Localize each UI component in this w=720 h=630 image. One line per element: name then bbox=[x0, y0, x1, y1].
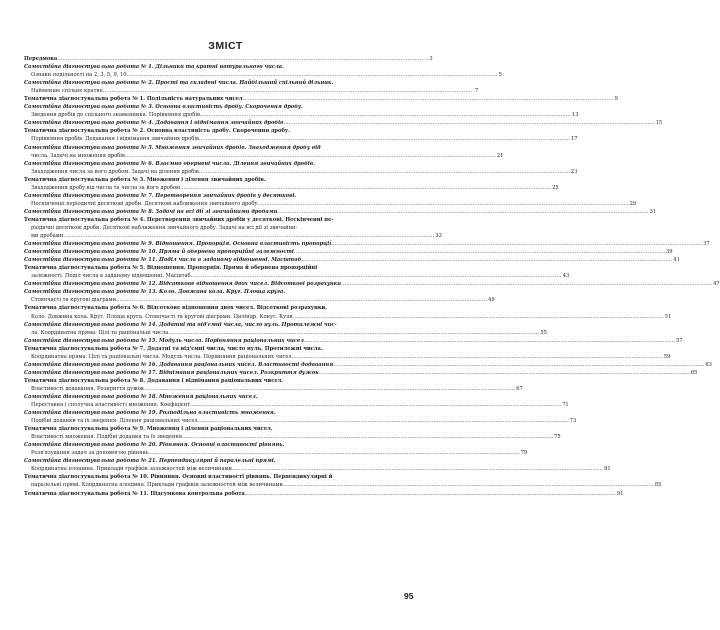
toc-entry bbox=[24, 481, 662, 489]
toc-entry bbox=[24, 71, 502, 79]
toc-entry-title: ла. Координатна пряма. Цілі та раціональні числа bbox=[31, 329, 169, 336]
toc-entry bbox=[24, 240, 710, 248]
toc-entry bbox=[24, 248, 673, 256]
toc-entry-title: Самостійна діагностувальна робота № 7. Перетворення звичайних дробів у десяткові. bbox=[24, 192, 297, 199]
toc-leader-dots bbox=[168, 329, 539, 337]
toc-entry-page: 75 bbox=[554, 434, 561, 441]
toc-entry-title: Найменше спільне кратне bbox=[31, 88, 103, 95]
toc-entry bbox=[24, 288, 418, 296]
toc-entry-title: Самостійна діагностувальна робота № 6. Взаємно обернені числа. Ділення звичайних дробів. bbox=[24, 160, 315, 167]
toc-entry-page: 3 bbox=[429, 56, 433, 62]
toc-entry bbox=[24, 280, 720, 288]
toc-entry-page: 85 bbox=[654, 482, 662, 489]
toc-leader-dots bbox=[245, 490, 616, 498]
toc-entry-title: Самостійна діагностувальна робота № 16. Додавання раціональних чисел. Властивості додавання bbox=[24, 361, 334, 368]
toc-entry bbox=[24, 393, 418, 401]
toc-entry-title: Самостійна діагностувальна робота № 19. Розподільна властивість множення. bbox=[24, 410, 276, 417]
toc-entry-title: Самостійна діагностувальна робота № 5. Множення звичайних дробів. Знаходження дробу від bbox=[24, 144, 321, 151]
toc-entry-page: 13 bbox=[572, 112, 579, 119]
toc-entry-title: ми дробами bbox=[31, 233, 64, 240]
toc-leader-dots bbox=[283, 481, 654, 489]
toc-entry-title: Самостійна діагностувальна робота № 21. Перпендикулярні й паралельні прямі. bbox=[24, 458, 276, 465]
toc-entry-page: 47 bbox=[713, 281, 720, 288]
toc-entry bbox=[24, 329, 547, 337]
toc-entry-title: Самостійна діагностувальна робота № 18. Множення раціональних чисел. bbox=[24, 393, 258, 400]
toc-entry-title: Подібні доданки та їх зведення. Ділення раціональних чисел bbox=[31, 418, 198, 425]
toc-entry-title: Властивості додавання. Розкриття дужок bbox=[31, 385, 145, 392]
toc-entry-page: 21 bbox=[496, 152, 504, 159]
toc-entry bbox=[24, 449, 528, 457]
toc-entry-title: Тематична діагностувальна робота № 9. Множення і ділення раціональних чисел. bbox=[24, 426, 273, 433]
toc-entry-title: Знаходження числа за його дробом. Задачі на ділення дробів bbox=[31, 168, 199, 175]
toc-entry bbox=[24, 417, 577, 425]
toc-entry-title: Самостійна діагностувальна робота № 20. Рівняння. Основні властивості рівнянь. bbox=[24, 442, 285, 449]
toc-entry-page: 9 bbox=[614, 96, 618, 103]
toc-entry bbox=[24, 127, 418, 135]
toc-leader-dots bbox=[301, 256, 672, 264]
toc-entry bbox=[24, 55, 433, 63]
toc-entry bbox=[24, 304, 418, 312]
toc-entry bbox=[24, 377, 418, 385]
toc-entry-title: Коло. Довжина кола. Круг. Площа круга. Стовпчасті та кругові діаграми. Циліндр. Конус. Куля bbox=[31, 313, 293, 320]
toc-entry bbox=[24, 369, 698, 377]
toc-leader-dots bbox=[331, 240, 702, 248]
toc-entry-page: 67 bbox=[516, 385, 523, 392]
toc-entry bbox=[24, 87, 479, 95]
toc-leader-dots bbox=[125, 152, 496, 160]
toc-leader-dots bbox=[103, 87, 474, 95]
toc-entry bbox=[24, 409, 418, 417]
toc-entry-page: 65 bbox=[690, 369, 698, 376]
toc-entry bbox=[24, 401, 569, 409]
toc-entry bbox=[24, 224, 418, 232]
toc-leader-dots bbox=[190, 401, 561, 409]
toc-entry-page: 17 bbox=[570, 136, 578, 143]
toc-entry bbox=[24, 272, 570, 280]
toc-entry-title: Тематична діагностувальна робота № 4. Перетворення звичайних дробів у десяткові. Нескінченні пе- bbox=[24, 216, 334, 223]
toc-entry bbox=[24, 296, 495, 304]
toc-entry bbox=[24, 353, 671, 361]
toc-leader-dots bbox=[63, 232, 434, 240]
toc-entry-page: 57 bbox=[676, 337, 683, 344]
toc-leader-dots bbox=[57, 55, 428, 63]
toc-entry-title: Самостійна діагностувальна робота № 15. Модуль числа. Порівняння раціональних чисел bbox=[24, 337, 304, 344]
toc-entry-title: Тематична діагностувальна робота № 7. Додатні та від'ємні числа, число нуль. Протилежні числа. bbox=[24, 345, 323, 352]
toc-entry bbox=[24, 313, 672, 321]
toc-entry-page: 41 bbox=[673, 257, 680, 264]
page-title: ЗМІСТ bbox=[208, 40, 243, 52]
toc-leader-dots bbox=[278, 208, 649, 216]
toc-entry bbox=[24, 232, 442, 240]
toc-leader-dots bbox=[333, 361, 704, 369]
toc-entry bbox=[24, 465, 611, 473]
toc-entry-title: ріодичні десяткові дроби. Десяткові наближення звичайного дробу. Задачі на всі дії зі звичайни- bbox=[31, 224, 298, 231]
toc-leader-dots bbox=[341, 280, 712, 288]
toc-entry-title: Тематична діагностувальна робота № 1. Подільність натуральних чисел bbox=[24, 96, 243, 103]
toc-leader-dots bbox=[304, 337, 675, 345]
toc-entry-title: Самостійна діагностувальна робота № 13. Коло. Довжина кола. Круг. Площа круга. bbox=[24, 289, 286, 296]
toc-leader-dots bbox=[144, 385, 515, 393]
toc-entry-page: 49 bbox=[488, 297, 495, 304]
toc-leader-dots bbox=[243, 95, 614, 103]
toc-entry-page: 51 bbox=[664, 313, 672, 320]
toc-leader-dots bbox=[294, 248, 665, 256]
toc-entry-title: Самостійна діагностувальна робота № 2. Прості та складені числа. Найбільший спільний дільник. bbox=[24, 80, 334, 87]
toc-entry bbox=[24, 135, 578, 143]
toc-entry bbox=[24, 79, 418, 87]
toc-entry bbox=[24, 385, 523, 393]
toc-leader-dots bbox=[116, 296, 487, 304]
toc-entry-title: Самостійна діагностувальна робота № 9. Відношення. Пропорція. Основна властивість пропорції bbox=[24, 241, 332, 248]
toc-leader-dots bbox=[180, 184, 551, 192]
toc-entry bbox=[24, 361, 712, 369]
toc-entry bbox=[24, 95, 618, 103]
toc-entry-title: Зведення дробів до спільного знаменника. Порівняння дробів bbox=[31, 112, 200, 119]
toc-entry bbox=[24, 457, 418, 465]
toc-entry bbox=[24, 160, 418, 168]
toc-entry-page: 55 bbox=[540, 329, 547, 336]
toc-entry-title: Самостійна діагностувальна робота № 14. Додатні та від'ємні числа, число нуль. Протилежні чис- bbox=[24, 321, 337, 328]
toc-entry-title: Тематична діагностувальна робота № 11. Підсумкова контрольна робота bbox=[24, 490, 245, 497]
toc-entry-page: 63 bbox=[705, 361, 712, 368]
toc-entry-title: Тематична діагностувальна робота № 5. Відношення. Пропорція. Пряма й обернена пропорційні bbox=[24, 265, 318, 272]
toc-entry bbox=[24, 490, 624, 498]
toc-leader-dots bbox=[199, 168, 570, 176]
toc-entry-title: Самостійна діагностувальна робота № 11. Поділ числа в заданому відношенні. Масштаб bbox=[24, 257, 302, 264]
toc-entry bbox=[24, 103, 418, 111]
toc-leader-dots bbox=[258, 200, 629, 208]
toc-entry bbox=[24, 152, 504, 160]
toc-entry bbox=[24, 192, 418, 200]
toc-entry-page: 59 bbox=[663, 353, 671, 360]
toc-entry bbox=[24, 345, 418, 353]
toc-entry-page: 73 bbox=[569, 418, 577, 425]
toc-entry-title: Тематична діагностувальна робота № 8. Додавання і віднімання раціональних чисел. bbox=[24, 377, 284, 384]
toc-entry-title: Нескінченні періодичні десяткові дроби. Десяткові наближення звичайного дробу bbox=[31, 200, 258, 207]
toc-entry bbox=[24, 144, 418, 152]
toc-entry-page: 91 bbox=[616, 490, 624, 497]
toc-entry-title: Тематична діагностувальна робота № 3. Множення і ділення звичайних дробів. bbox=[24, 176, 266, 183]
toc-entry-title: Самостійна діагностувальна робота № 3. Основна властивість дробу. Скорочення дробу. bbox=[24, 104, 303, 111]
toc-entry-title: Координатна пряма. Цілі та раціональні числа. Модуль числа. Порівняння раціональних чисел bbox=[31, 353, 292, 360]
toc-entry bbox=[24, 168, 578, 176]
toc-entry bbox=[24, 264, 418, 272]
toc-entry-page: 33 bbox=[435, 233, 442, 240]
toc-entry-title: Розв'язування задач за допомогою рівнянь bbox=[31, 450, 149, 457]
toc-leader-dots bbox=[200, 111, 571, 119]
toc-entry-title: Ознаки подільності на 2, 3, 5, 9, 10 bbox=[31, 72, 127, 79]
toc-entry-title: паралельні прямі. Координатна площина. Приклади графіків залежностей між величинами bbox=[31, 482, 283, 489]
toc-entry-title: Властивості множення. Подібні доданки та їх зведення bbox=[31, 434, 183, 441]
toc-entry-title: Самостійна діагностувальна робота № 17. Віднімання раціональних чисел. Розкриття дужок bbox=[24, 369, 319, 376]
toc-leader-dots bbox=[191, 272, 562, 280]
toc-leader-dots bbox=[182, 433, 553, 441]
toc-entry-page: 29 bbox=[629, 200, 637, 207]
toc-entry bbox=[24, 321, 418, 329]
toc-leader-dots bbox=[127, 71, 498, 79]
toc-entry-title: Передмова bbox=[24, 56, 58, 62]
toc-leader-dots bbox=[199, 135, 570, 143]
page-number: 95 bbox=[404, 591, 414, 601]
toc-entry bbox=[24, 433, 561, 441]
toc-entry-title: Тематична діагностувальна робота № 2. Основна властивість дробу. Скорочення дробу. bbox=[24, 128, 290, 135]
toc-entry-title: Самостійна діагностувальна робота № 1. Дільники та кратні натурального числа. bbox=[24, 64, 284, 71]
toc-leader-dots bbox=[293, 313, 664, 321]
toc-entry-page: 7 bbox=[475, 88, 479, 95]
toc-leader-dots bbox=[149, 449, 520, 457]
toc-entry-page: 15 bbox=[655, 120, 663, 127]
toc-entry-title: Порівняння дробів. Додавання і віднімання звичайних дробів bbox=[31, 136, 199, 143]
toc-entry bbox=[24, 63, 418, 71]
toc-entry-title: залежності. Поділ числа в заданому відношенні. Масштаб bbox=[31, 273, 191, 280]
toc-entry bbox=[24, 184, 559, 192]
table-of-contents bbox=[24, 55, 720, 498]
toc-entry-page: 43 bbox=[562, 273, 570, 280]
toc-entry bbox=[24, 256, 680, 264]
toc-entry-page: 23 bbox=[570, 168, 578, 175]
toc-entry-title: Тематична діагностувальна робота № 10. Рівняння. Основні властивості рівнянь. Перпендикулярні й bbox=[24, 474, 333, 481]
toc-leader-dots bbox=[292, 353, 663, 361]
toc-entry-page: 37 bbox=[703, 241, 710, 248]
toc-entry-title: Знаходження дробу від числа та числа за його дробом bbox=[31, 184, 181, 191]
toc-entry-page: 79 bbox=[520, 450, 528, 457]
toc-entry-title: Самостійна діагностувальна робота № 12. Відсоткове відношення двох чисел. Відсоткові розрахунки bbox=[24, 281, 341, 288]
toc-entry-page: 71 bbox=[562, 402, 569, 409]
toc-entry bbox=[24, 119, 663, 127]
toc-entry-title: Самостійна діагностувальна робота № 10. Пряма й обернена пропорційні залежності bbox=[24, 249, 294, 256]
toc-entry-title: Самостійна діагностувальна робота № 4. Додавання і віднімання звичайних дробів bbox=[24, 120, 284, 127]
toc-leader-dots bbox=[319, 369, 690, 377]
toc-entry-title: числа. Задачі на множення дробів bbox=[31, 152, 125, 159]
toc-leader-dots bbox=[283, 119, 654, 127]
toc-entry-page: 31 bbox=[649, 208, 657, 215]
toc-entry bbox=[24, 441, 418, 449]
toc-entry-title: Тематична діагностувальна робота № 6. Відсоткове відношення двох чисел. Відсоткові розрахунки. bbox=[24, 305, 328, 312]
toc-entry-title: Координатна площина. Приклади графіків залежностей між величинами bbox=[31, 466, 232, 473]
toc-entry-page: 81 bbox=[604, 466, 611, 473]
toc-entry bbox=[24, 337, 683, 345]
toc-entry bbox=[24, 216, 418, 224]
toc-entry bbox=[24, 425, 418, 433]
toc-entry bbox=[24, 473, 418, 481]
toc-entry-page: 5 bbox=[498, 72, 502, 79]
toc-entry bbox=[24, 176, 418, 184]
toc-entry-title: Самостійна діагностувальна робота № 8. Задачі на всі дії зі звичайними дробами bbox=[24, 208, 278, 215]
toc-leader-dots bbox=[232, 465, 603, 473]
toc-entry bbox=[24, 111, 579, 119]
toc-entry bbox=[24, 208, 657, 216]
toc-entry-page: 25 bbox=[552, 184, 559, 191]
toc-entry-title: Переставна і сполучна властивості множення. Коефіцієнт bbox=[31, 402, 191, 409]
toc-entry bbox=[24, 200, 637, 208]
toc-leader-dots bbox=[198, 417, 569, 425]
toc-entry-title: Стовпчасті та кругові діаграми bbox=[31, 297, 117, 304]
toc-entry-page: 39 bbox=[665, 249, 673, 256]
